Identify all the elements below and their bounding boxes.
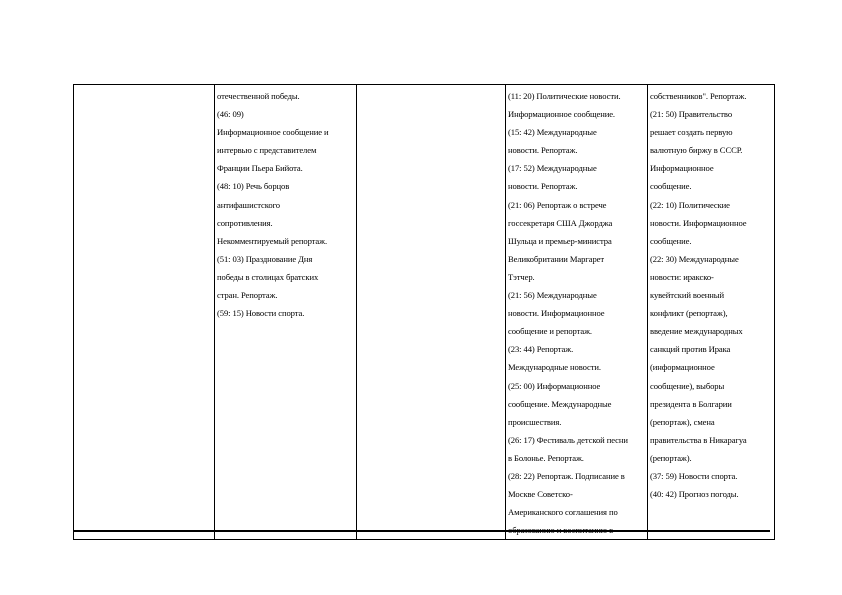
text-line: (26: 17) Фестиваль детской песни — [508, 434, 628, 445]
text-line: кувейтский военный — [650, 290, 724, 301]
text-line: (37: 59) Новости спорта. — [650, 470, 738, 481]
text-line: решает создать первую — [650, 127, 733, 138]
text-line: антифашистского — [217, 199, 280, 210]
text-line: сообщение. — [650, 235, 692, 246]
text-line: Информационное сообщение. — [508, 109, 615, 120]
text-line: новости: иракско- — [650, 271, 714, 282]
text-line: (11: 20) Политические новости. — [508, 91, 621, 101]
text-line: в Болонье. Репортаж. — [508, 452, 584, 463]
text-line: Американского соглашения по — [508, 507, 618, 518]
text-line: правительства в Никарагуа — [650, 434, 747, 445]
text-line: (репортаж). — [650, 452, 692, 463]
text-line: Москве Советско- — [508, 489, 573, 500]
text-line: (25: 00) Информационное — [508, 380, 601, 391]
table-cell-col2 — [215, 85, 357, 540]
text-line: (17: 52) Международные — [508, 163, 597, 174]
text-line: (15: 42) Международные — [508, 127, 597, 138]
text-line: (21: 50) Правительство — [650, 109, 733, 120]
cell-text-col5 — [648, 85, 774, 503]
cell-text-col3 — [357, 85, 505, 87]
text-line: победы в столицах братских — [217, 271, 319, 282]
text-line: интервью с представителем — [217, 145, 317, 156]
text-line: (21: 06) Репортаж о встрече — [508, 199, 607, 210]
text-line: введение международных — [650, 326, 743, 337]
table-bottom-rule — [73, 530, 770, 532]
table-cell-col1 — [74, 85, 215, 540]
text-line: конфликт (репортаж), — [650, 308, 728, 319]
text-line: (информационное — [650, 362, 715, 373]
text-line: стран. Репортаж. — [217, 290, 278, 301]
text-line: Тэтчер. — [508, 271, 535, 282]
text-line: (22: 30) Международные — [650, 253, 739, 264]
cell-text-col1 — [74, 85, 214, 87]
text-line: президента в Болгарии — [650, 398, 732, 409]
text-line: валютную биржу в СССР. — [650, 145, 743, 156]
text-line: Информационное — [650, 163, 714, 174]
text-line: новости. Информационное — [650, 217, 747, 228]
text-line: (22: 10) Политические — [650, 199, 730, 210]
text-line: госсекретаря США Джорджа — [508, 217, 613, 228]
text-line: собственников". Репортаж. — [650, 91, 747, 101]
text-line: новости. Информационное — [508, 308, 605, 319]
text-line: новости. Репортаж. — [508, 181, 578, 192]
text-line: Международные новости. — [508, 362, 601, 373]
text-line: (59: 15) Новости спорта. — [217, 308, 305, 319]
text-line: Некомментируемый репортаж. — [217, 235, 328, 246]
text-line: санкций против Ирака — [650, 344, 731, 355]
text-line: (репортаж), смена — [650, 416, 715, 427]
text-line: новости. Репортаж. — [508, 145, 578, 156]
text-line: Шульца и премьер-министра — [508, 235, 612, 246]
cell-text-col4 — [506, 85, 647, 539]
table-cell-col4 — [506, 85, 648, 540]
text-line: сообщение), выборы — [650, 380, 725, 391]
text-line: Франции Пьера Бийота. — [217, 163, 303, 174]
table-cell-col3 — [357, 85, 506, 540]
text-line: отечественной победы. — [217, 91, 300, 101]
text-line: (28: 22) Репортаж. Подписание в — [508, 470, 625, 481]
text-line: сообщение. — [650, 181, 692, 192]
text-line: (48: 10) Речь борцов — [217, 181, 290, 192]
text-line: Великобритании Маргарет — [508, 253, 605, 264]
text-line: Информационное сообщение и — [217, 127, 329, 138]
text-line: (40: 42) Прогноз погоды. — [650, 489, 739, 500]
table-cell-col5 — [648, 85, 775, 540]
text-line: (51: 03) Празднование Дня — [217, 253, 313, 264]
text-line: (21: 56) Международные — [508, 290, 597, 301]
broadcast-schedule-table — [73, 84, 775, 540]
text-line: происшествия. — [508, 416, 562, 427]
text-line: сопротивления. — [217, 217, 273, 228]
text-line: сообщение и репортаж. — [508, 326, 592, 337]
text-line: (46: 09) — [217, 109, 244, 120]
table-row — [74, 85, 775, 540]
text-line: сообщение. Международные — [508, 398, 612, 409]
text-line: (23: 44) Репортаж. — [508, 344, 574, 355]
cell-text-col2 — [215, 85, 356, 322]
